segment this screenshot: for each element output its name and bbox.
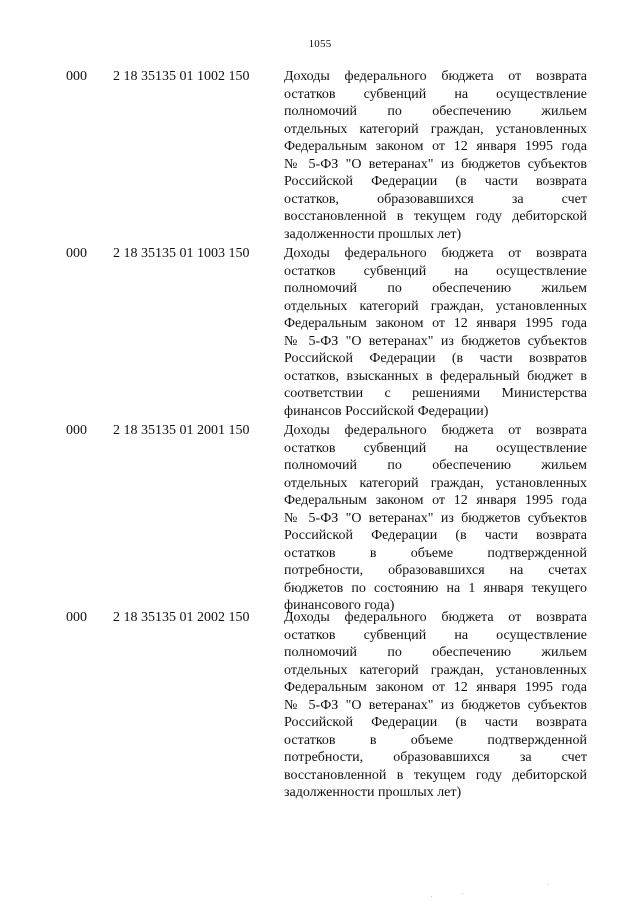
description-line: Федеральным законом от 12 января 1995 года bbox=[284, 493, 587, 508]
description-line: Доходы федерального бюджета от возврата bbox=[284, 246, 587, 261]
description-line: полномочий по обеспечению жильем bbox=[284, 281, 587, 296]
description-line: № 5-ФЗ "О ветеранах" из бюджетов субъектов bbox=[284, 333, 587, 349]
admin-code: 000 bbox=[66, 246, 87, 261]
description-line: № 5-ФЗ "О ветеранах" из бюджетов субъектов bbox=[284, 156, 587, 172]
description-line: восстановленной в текущем году дебиторской bbox=[284, 209, 587, 224]
description-line: задолженности прошлых лет) bbox=[284, 785, 462, 800]
description-line: отдельных категорий граждан, установленных bbox=[284, 121, 587, 137]
admin-code: 000 bbox=[66, 610, 87, 625]
description-line: соответствии с решениями Министерства bbox=[284, 386, 587, 401]
entry-description bbox=[284, 609, 587, 802]
scan-speck bbox=[431, 896, 432, 897]
description-line: отдельных категорий граждан, установленных bbox=[284, 298, 587, 314]
description-line: полномочий по обеспечению жильем bbox=[284, 104, 587, 119]
classification-code: 2 18 35135 01 1003 150 bbox=[113, 246, 250, 261]
description-line: остатков, взысканных в федеральный бюджет в bbox=[284, 368, 587, 384]
description-line: остатков субвенций на осуществление bbox=[284, 440, 587, 456]
description-line: отдельных категорий граждан, установленных bbox=[284, 662, 587, 678]
description-line: остатков в объеме подтвержденной bbox=[284, 545, 587, 561]
description-line: остатков субвенций на осуществление bbox=[284, 627, 587, 643]
description-line: Доходы федерального бюджета от возврата bbox=[284, 423, 587, 438]
description-line: остатков субвенций на осуществление bbox=[284, 86, 587, 102]
description-line: финансового года) bbox=[284, 598, 395, 613]
description-line: отдельных категорий граждан, установленных bbox=[284, 475, 587, 491]
description-line: бюджетов по состоянию на 1 января текущего bbox=[284, 580, 587, 596]
description-line: Доходы федерального бюджета от возврата bbox=[284, 69, 587, 84]
description-line: восстановленной в текущем году дебиторской bbox=[284, 767, 587, 783]
admin-code: 000 bbox=[66, 423, 87, 438]
description-line: № 5-ФЗ "О ветеранах" из бюджетов субъектов bbox=[284, 510, 587, 526]
entry-description bbox=[284, 422, 587, 615]
description-line: Федеральным законом от 12 января 1995 года bbox=[284, 680, 587, 695]
description-line: Федеральным законом от 12 января 1995 года bbox=[284, 316, 587, 331]
entry-description bbox=[284, 68, 587, 243]
description-line: финансов Российской Федерации) bbox=[284, 403, 489, 419]
classification-code: 2 18 35135 01 1002 150 bbox=[113, 69, 250, 84]
description-line: остатков субвенций на осуществление bbox=[284, 263, 587, 279]
page-number: 1055 bbox=[308, 38, 332, 50]
description-line: потребности, образовавшихся на счетах bbox=[284, 563, 587, 578]
description-line: полномочий по обеспечению жильем bbox=[284, 458, 587, 473]
entry-description bbox=[284, 245, 587, 420]
description-line: Российской Федерации (в части возвратов bbox=[284, 351, 587, 366]
description-line: Российской Федерации (в части возврата bbox=[284, 174, 587, 189]
description-line: задолженности прошлых лет) bbox=[284, 226, 462, 242]
description-line: Российской Федерации (в части возврата bbox=[284, 715, 587, 730]
admin-code: 000 bbox=[66, 69, 87, 84]
description-line: остатков в объеме подтвержденной bbox=[284, 732, 587, 748]
description-line: потребности, образовавшихся за счет bbox=[284, 750, 587, 765]
description-line: Российской Федерации (в части возврата bbox=[284, 528, 587, 543]
classification-code: 2 18 35135 01 2001 150 bbox=[113, 423, 250, 438]
scan-speck bbox=[547, 884, 548, 885]
description-line: № 5-ФЗ "О ветеранах" из бюджетов субъектов bbox=[284, 697, 587, 713]
classification-code: 2 18 35135 01 2002 150 bbox=[113, 610, 250, 625]
description-line: Доходы федерального бюджета от возврата bbox=[284, 610, 587, 625]
description-line: Федеральным законом от 12 января 1995 года bbox=[284, 139, 587, 154]
description-line: полномочий по обеспечению жильем bbox=[284, 645, 587, 660]
scan-speck bbox=[462, 893, 463, 894]
description-line: остатков, образовавшихся за счет bbox=[284, 191, 587, 207]
